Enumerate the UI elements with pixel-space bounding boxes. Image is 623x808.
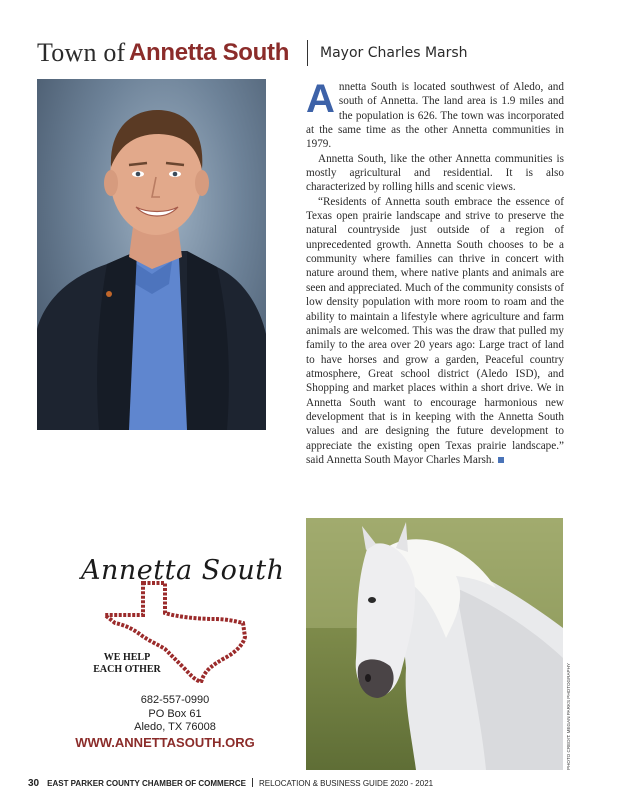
- mayor-name: Mayor Charles Marsh: [320, 45, 468, 61]
- drop-cap: A: [306, 77, 335, 121]
- title-town-name: Annetta South: [129, 39, 290, 66]
- contact-block: [60, 694, 290, 735]
- page-number: 30: [28, 778, 40, 789]
- town-logo: [75, 555, 285, 685]
- title-divider: [307, 40, 308, 66]
- paragraph-3-text: “Residents of Annetta south embrace the essence of Texas open prairie landscape and strive to preserve the natural countryside just outside of a region of unprecedented growth. Annetta South chooses to be a community where families can thrive in concert with nature around them, where native plants and animals are seen and appreciated. Much of the community consists of low density population with more room to roam and the ability to maintain a lifestyle where agriculture and farm animals are welcomed. This was the draw that pulled my family to the area over 20 years ago: Large tract of land to have horses and grow a garden, Peaceful country atmosphere, Great school district (Aledo ISD), and Shopping and market places within a short drive. We in Annetta South want to encourage harmonious new development that is in keeping with the Annetta South values and are designing the future development to appreciate the existing open Texas prairie landscape.” said Annetta South Mayor Charles Marsh.: [306, 195, 564, 466]
- contact-po-box: PO Box 61: [148, 707, 202, 720]
- page-footer: [28, 778, 433, 789]
- footer-guide: RELOCATION & BUSINESS GUIDE 2020 - 2021: [258, 779, 434, 788]
- contact-city: Aledo, TX 76008: [134, 721, 216, 733]
- motto-line-1: WE HELP: [103, 652, 151, 663]
- website-link[interactable]: WWW.ANNETTASOUTH.ORG: [75, 735, 255, 750]
- motto-line-2: EACH OTHER: [93, 664, 161, 675]
- logo-script-text: Annetta South: [81, 555, 285, 586]
- paragraph-1-text: nnetta South is located southwest of Aledo, and south of Annetta. The land area is 1.9 miles and the population is 626. The town was incorporated at the same time as the other Annetta communities in 1979.: [306, 81, 564, 151]
- article-paragraph-3: [306, 195, 564, 468]
- contact-phone: 682-557-0990: [140, 694, 210, 706]
- title-prefix: Town of: [37, 38, 126, 67]
- article-body: [306, 77, 564, 467]
- photo-credit: PHOTO CREDIT: MEGAN PARKS PHOTOGRAPHY: [566, 663, 571, 770]
- article-paragraph-1: [306, 77, 564, 152]
- logo-motto: [77, 652, 177, 676]
- end-mark-icon: [498, 457, 504, 463]
- page-title: [37, 36, 597, 66]
- white-horse-photo: [306, 518, 563, 770]
- footer-divider: [252, 778, 253, 787]
- article-paragraph-2: Annetta South, like the other Annetta communities is mostly agricultural and residential. It is also characterized by rolling hills and scenic views.: [306, 152, 564, 194]
- mayor-portrait-photo: [37, 79, 266, 430]
- footer-org: EAST PARKER COUNTY CHAMBER OF COMMERCE: [47, 779, 246, 788]
